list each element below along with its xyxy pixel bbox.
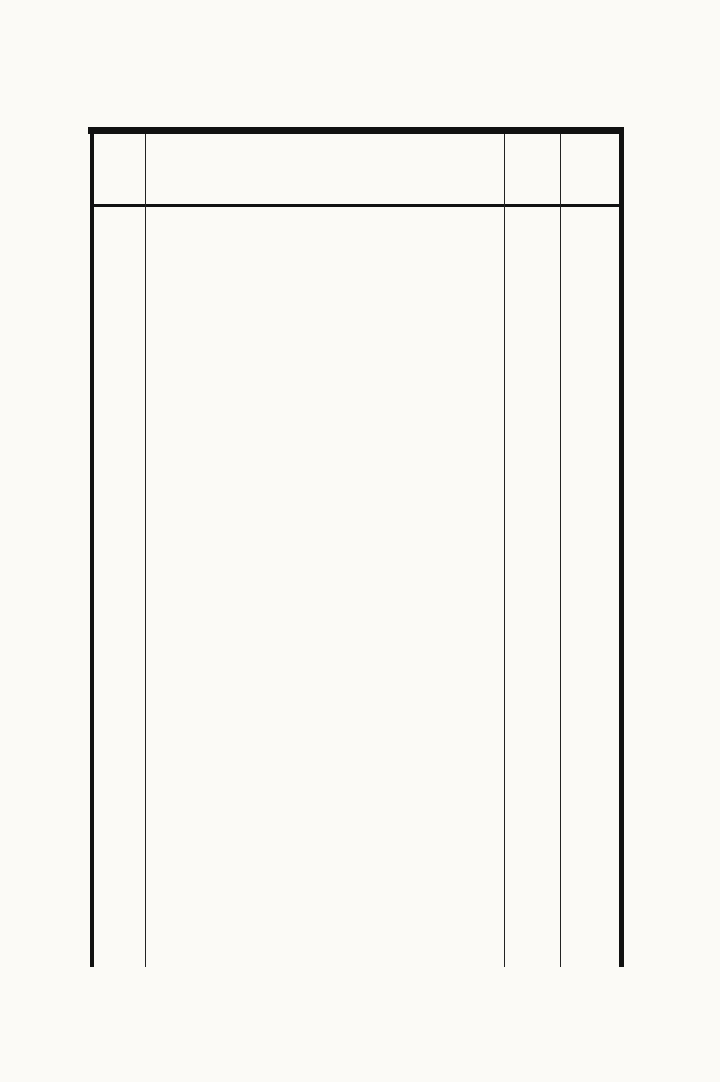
header-format (560, 141, 619, 203)
table-row (88, 277, 624, 296)
header-plan (504, 141, 560, 203)
table-row (88, 393, 624, 412)
table-row (88, 354, 624, 373)
table-row (88, 258, 624, 277)
table-row (88, 335, 624, 354)
table-row (88, 432, 624, 451)
table-row (88, 490, 624, 509)
table-body (88, 219, 624, 509)
header-numeros (94, 141, 145, 203)
table-row (88, 412, 624, 431)
table-row (88, 238, 624, 257)
table-row (88, 219, 624, 238)
header-rule (94, 204, 619, 207)
table-row (88, 316, 624, 335)
table-row (88, 374, 624, 393)
table-row (88, 451, 624, 470)
table-row (88, 296, 624, 315)
table-row (88, 470, 624, 489)
catalog-table (88, 127, 624, 967)
table-top-rule (88, 127, 624, 134)
